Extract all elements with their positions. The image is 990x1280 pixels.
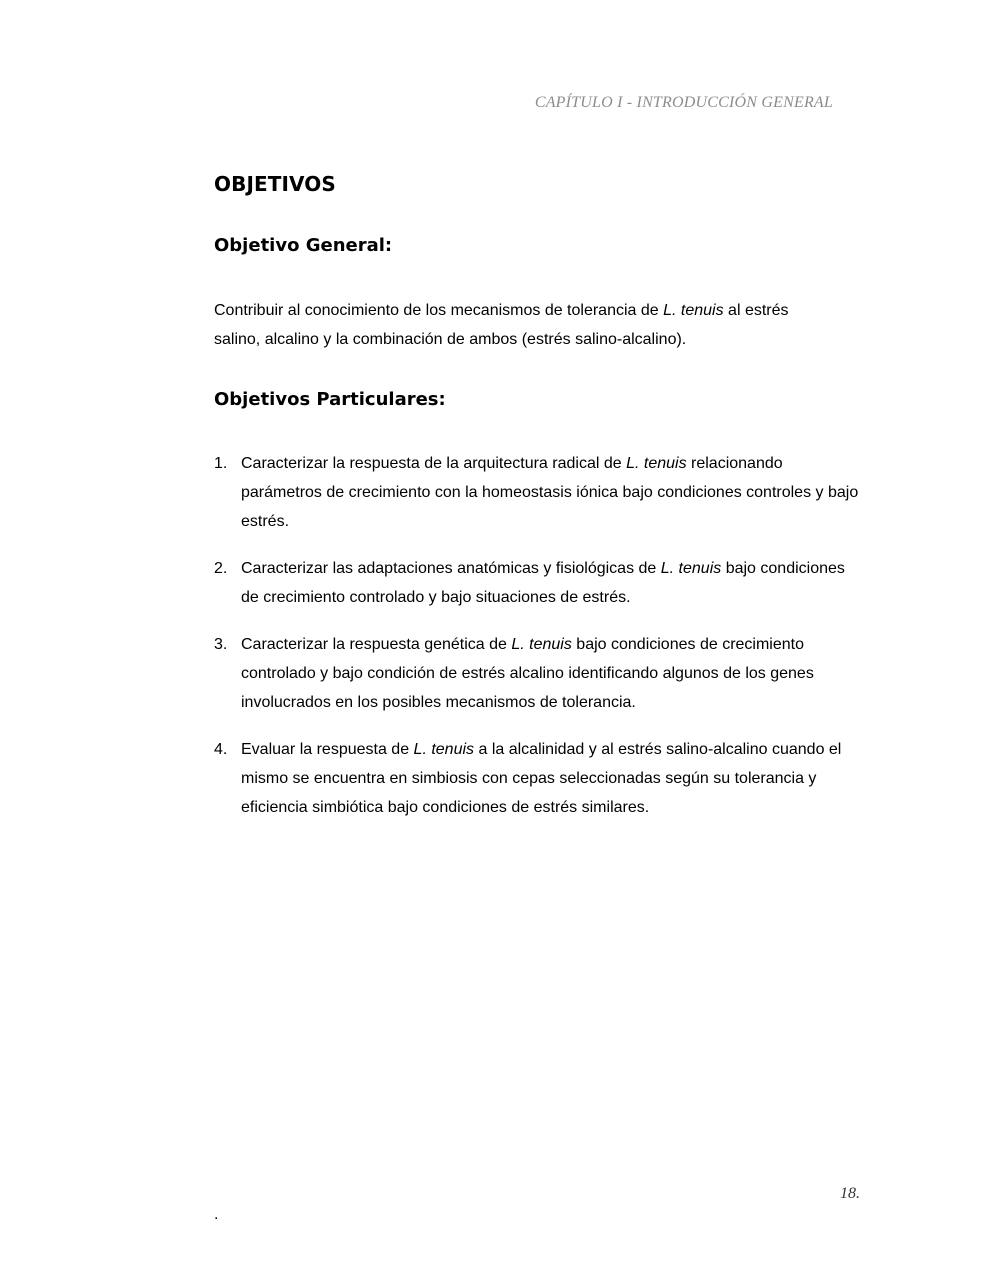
species-name: L. tenuis — [626, 455, 687, 472]
particular-objectives-list — [214, 449, 864, 840]
objective-text-end: bajo condiciones de crecimiento controlado y bajo situaciones de estrés. — [241, 560, 845, 606]
objective-number: 3. — [214, 636, 228, 653]
objective-item-1 — [214, 449, 864, 536]
species-name: L. tenuis — [660, 560, 722, 577]
page-title: OBJETIVOS — [214, 172, 336, 196]
running-header: CAPÍTULO I - INTRODUCCIÓN GENERAL — [534, 94, 833, 111]
general-objective-heading: Objetivo General: — [214, 235, 393, 256]
objective-item-2 — [214, 554, 864, 612]
particular-objectives-heading: Objetivos Particulares: — [214, 389, 446, 410]
species-name: L. tenuis — [413, 741, 475, 758]
general-objective-text-start: Contribuir al conocimiento de los mecanismos de tolerancia de — [214, 302, 664, 319]
objective-text-start: Caracterizar la respuesta de la arquitectura radical de — [241, 455, 627, 472]
objective-text-end: bajo condiciones de crecimiento controlado y bajo condición de estrés alcalino identificando algunos de los genes involucrados en los posibles mecanismos de tolerancia. — [241, 636, 814, 711]
objective-text-end: relacionando parámetros de crecimiento con la homeostasis iónica bajo condiciones controles y bajo estrés. — [241, 455, 859, 530]
objective-number: 2. — [214, 560, 228, 577]
objective-text-end: a la alcalinidad y al estrés salino-alcalino cuando el mismo se encuentra en simbiosis con cepas seleccionadas según su tolerancia y eficiencia simbiótica bajo condiciones de estrés similares. — [241, 741, 842, 816]
objective-item-3 — [214, 630, 864, 717]
footer-mark: . — [214, 1206, 219, 1223]
page-number: 18. — [840, 1185, 860, 1202]
objective-number: 4. — [214, 741, 228, 758]
objective-text-start: Evaluar la respuesta de — [241, 741, 414, 758]
general-objective-text-end: al estrés salino, alcalino y la combinación de ambos (estrés salino-alcalino). — [214, 302, 789, 348]
objective-text-start: Caracterizar la respuesta genética de — [241, 636, 512, 653]
species-name: L. tenuis — [663, 302, 724, 319]
objective-number: 1. — [214, 455, 228, 472]
species-name: L. tenuis — [511, 636, 572, 653]
objective-text-start: Caracterizar las adaptaciones anatómicas y fisiológicas de — [241, 560, 661, 577]
general-objective-text — [214, 296, 834, 354]
objective-item-4 — [214, 735, 864, 822]
